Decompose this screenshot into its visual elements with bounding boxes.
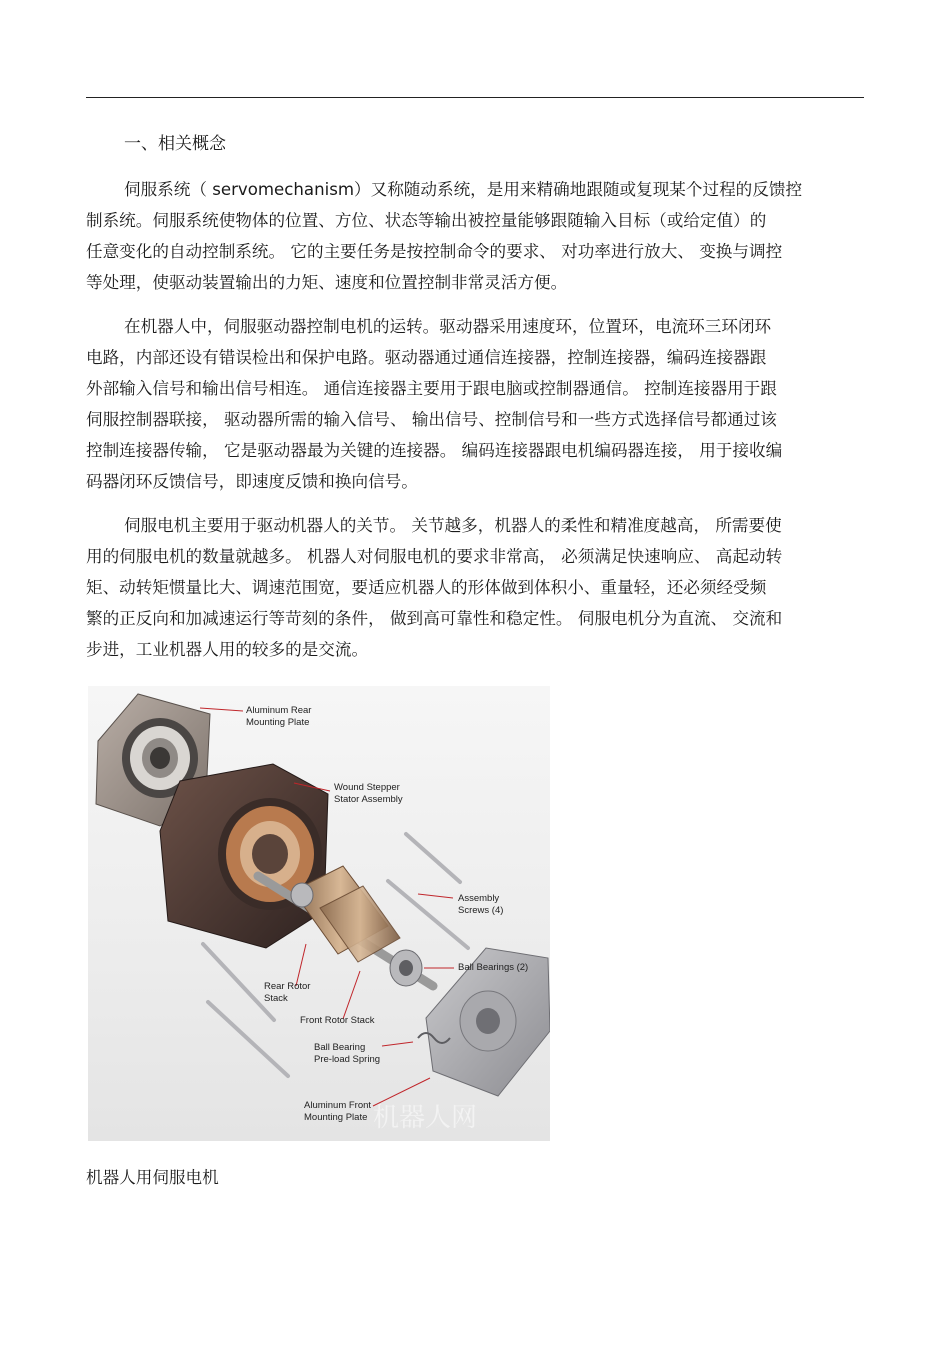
stator-shape (160, 764, 328, 948)
watermark-text: 机器人网 (373, 1103, 478, 1133)
callout-label: Pre-load Spring (314, 1054, 381, 1065)
paragraph-line: 用的伺服电机的数量就越多。 机器人对伺服电机的要求非常高， 必须满足快速响应、 高起动转 (86, 547, 783, 566)
callout-front-rotor: Front Rotor Stack (300, 1015, 375, 1026)
paragraph-line: 电路，内部还设有错误检出和保护电路。驱动器通过通信连接器，控制连接器，编码连接器跟 (86, 348, 767, 367)
callout-label: Rear Rotor (264, 981, 311, 992)
callout-label: Ball Bearing (314, 1042, 366, 1053)
paragraph-line: 外部输入信号和输出信号相连。 通信连接器主要用于跟电脑或控制器通信。 控制连接器用于跟 (86, 379, 777, 398)
paragraph-line: 步进，工业机器人用的较多的是交流。 (86, 640, 369, 659)
motor-exploded-diagram (88, 686, 550, 1141)
paragraph-line: 繁的正反向和加减速运行等苛刻的条件， 做到高可靠性和稳定性。 伺服电机分为直流、 交流和 (86, 609, 783, 628)
callout-label: Stack (264, 993, 288, 1004)
paragraph-line: 码器闭环反馈信号，即速度反馈和换向信号。 (86, 472, 418, 491)
paragraph-servo-definition (86, 174, 866, 298)
section-heading: 一、相关概念 (124, 134, 226, 154)
paragraph-line: 伺服系统（ servomechanism）又称随动系统，是用来精确地跟随或复现某个过程的反馈控 (124, 180, 803, 199)
paragraph-line: 伺服电机主要用于驱动机器人的关节。 关节越多，机器人的柔性和精准度越高， 所需要使 (124, 516, 782, 535)
motor-exploded-figure (88, 686, 550, 1141)
callout-rear-plate (246, 705, 311, 728)
paragraph-servo-motor (86, 510, 866, 665)
header-rule (86, 97, 864, 98)
callout-label: Mounting Plate (246, 717, 310, 728)
callout-label: Screws (4) (458, 905, 504, 916)
callout-front-plate (304, 1100, 371, 1123)
callout-label: Wound Stepper (334, 782, 400, 793)
paragraph-line: 任意变化的自动控制系统。 它的主要任务是按控制命令的要求、 对功率进行放大、 变换与调控 (86, 242, 783, 261)
paragraph-servo-driver (86, 311, 866, 497)
callout-spring (314, 1042, 380, 1065)
callout-label: Assembly (458, 893, 500, 904)
callout-label: Stator Assembly (334, 794, 403, 805)
callout-bearings: Ball Bearings (2) (458, 962, 529, 973)
paragraph-line: 矩、动转矩惯量比大、调速范围宽，要适应机器人的形体做到体积小、重量轻，还必须经受频 (86, 578, 767, 597)
paragraph-line: 在机器人中，伺服驱动器控制电机的运转。驱动器采用速度环，位置环，电流环三环闭环 (124, 317, 772, 336)
paragraph-line: 伺服控制器联接， 驱动器所需的输入信号、 输出信号、控制信号和一些方式选择信号都通过该 (86, 410, 777, 429)
figure-caption: 机器人用伺服电机 (86, 1168, 219, 1187)
callout-label: Mounting Plate (304, 1112, 368, 1123)
callout-label: Aluminum Rear (246, 705, 312, 716)
callout-stator (334, 782, 403, 805)
callout-rear-rotor (264, 981, 310, 1004)
paragraph-line: 制系统。伺服系统使物体的位置、方位、状态等输出被控量能够跟随输入目标（或给定值）的 (86, 211, 767, 230)
paragraph-line: 等处理，使驱动装置输出的力矩、速度和位置控制非常灵活方便。 (86, 273, 568, 292)
paragraph-line: 控制连接器传输， 它是驱动器最为关键的连接器。 编码连接器跟电机编码器连接， 用于接收编 (86, 441, 783, 460)
callout-screws (458, 893, 503, 916)
callout-label: Aluminum Front (304, 1100, 372, 1111)
